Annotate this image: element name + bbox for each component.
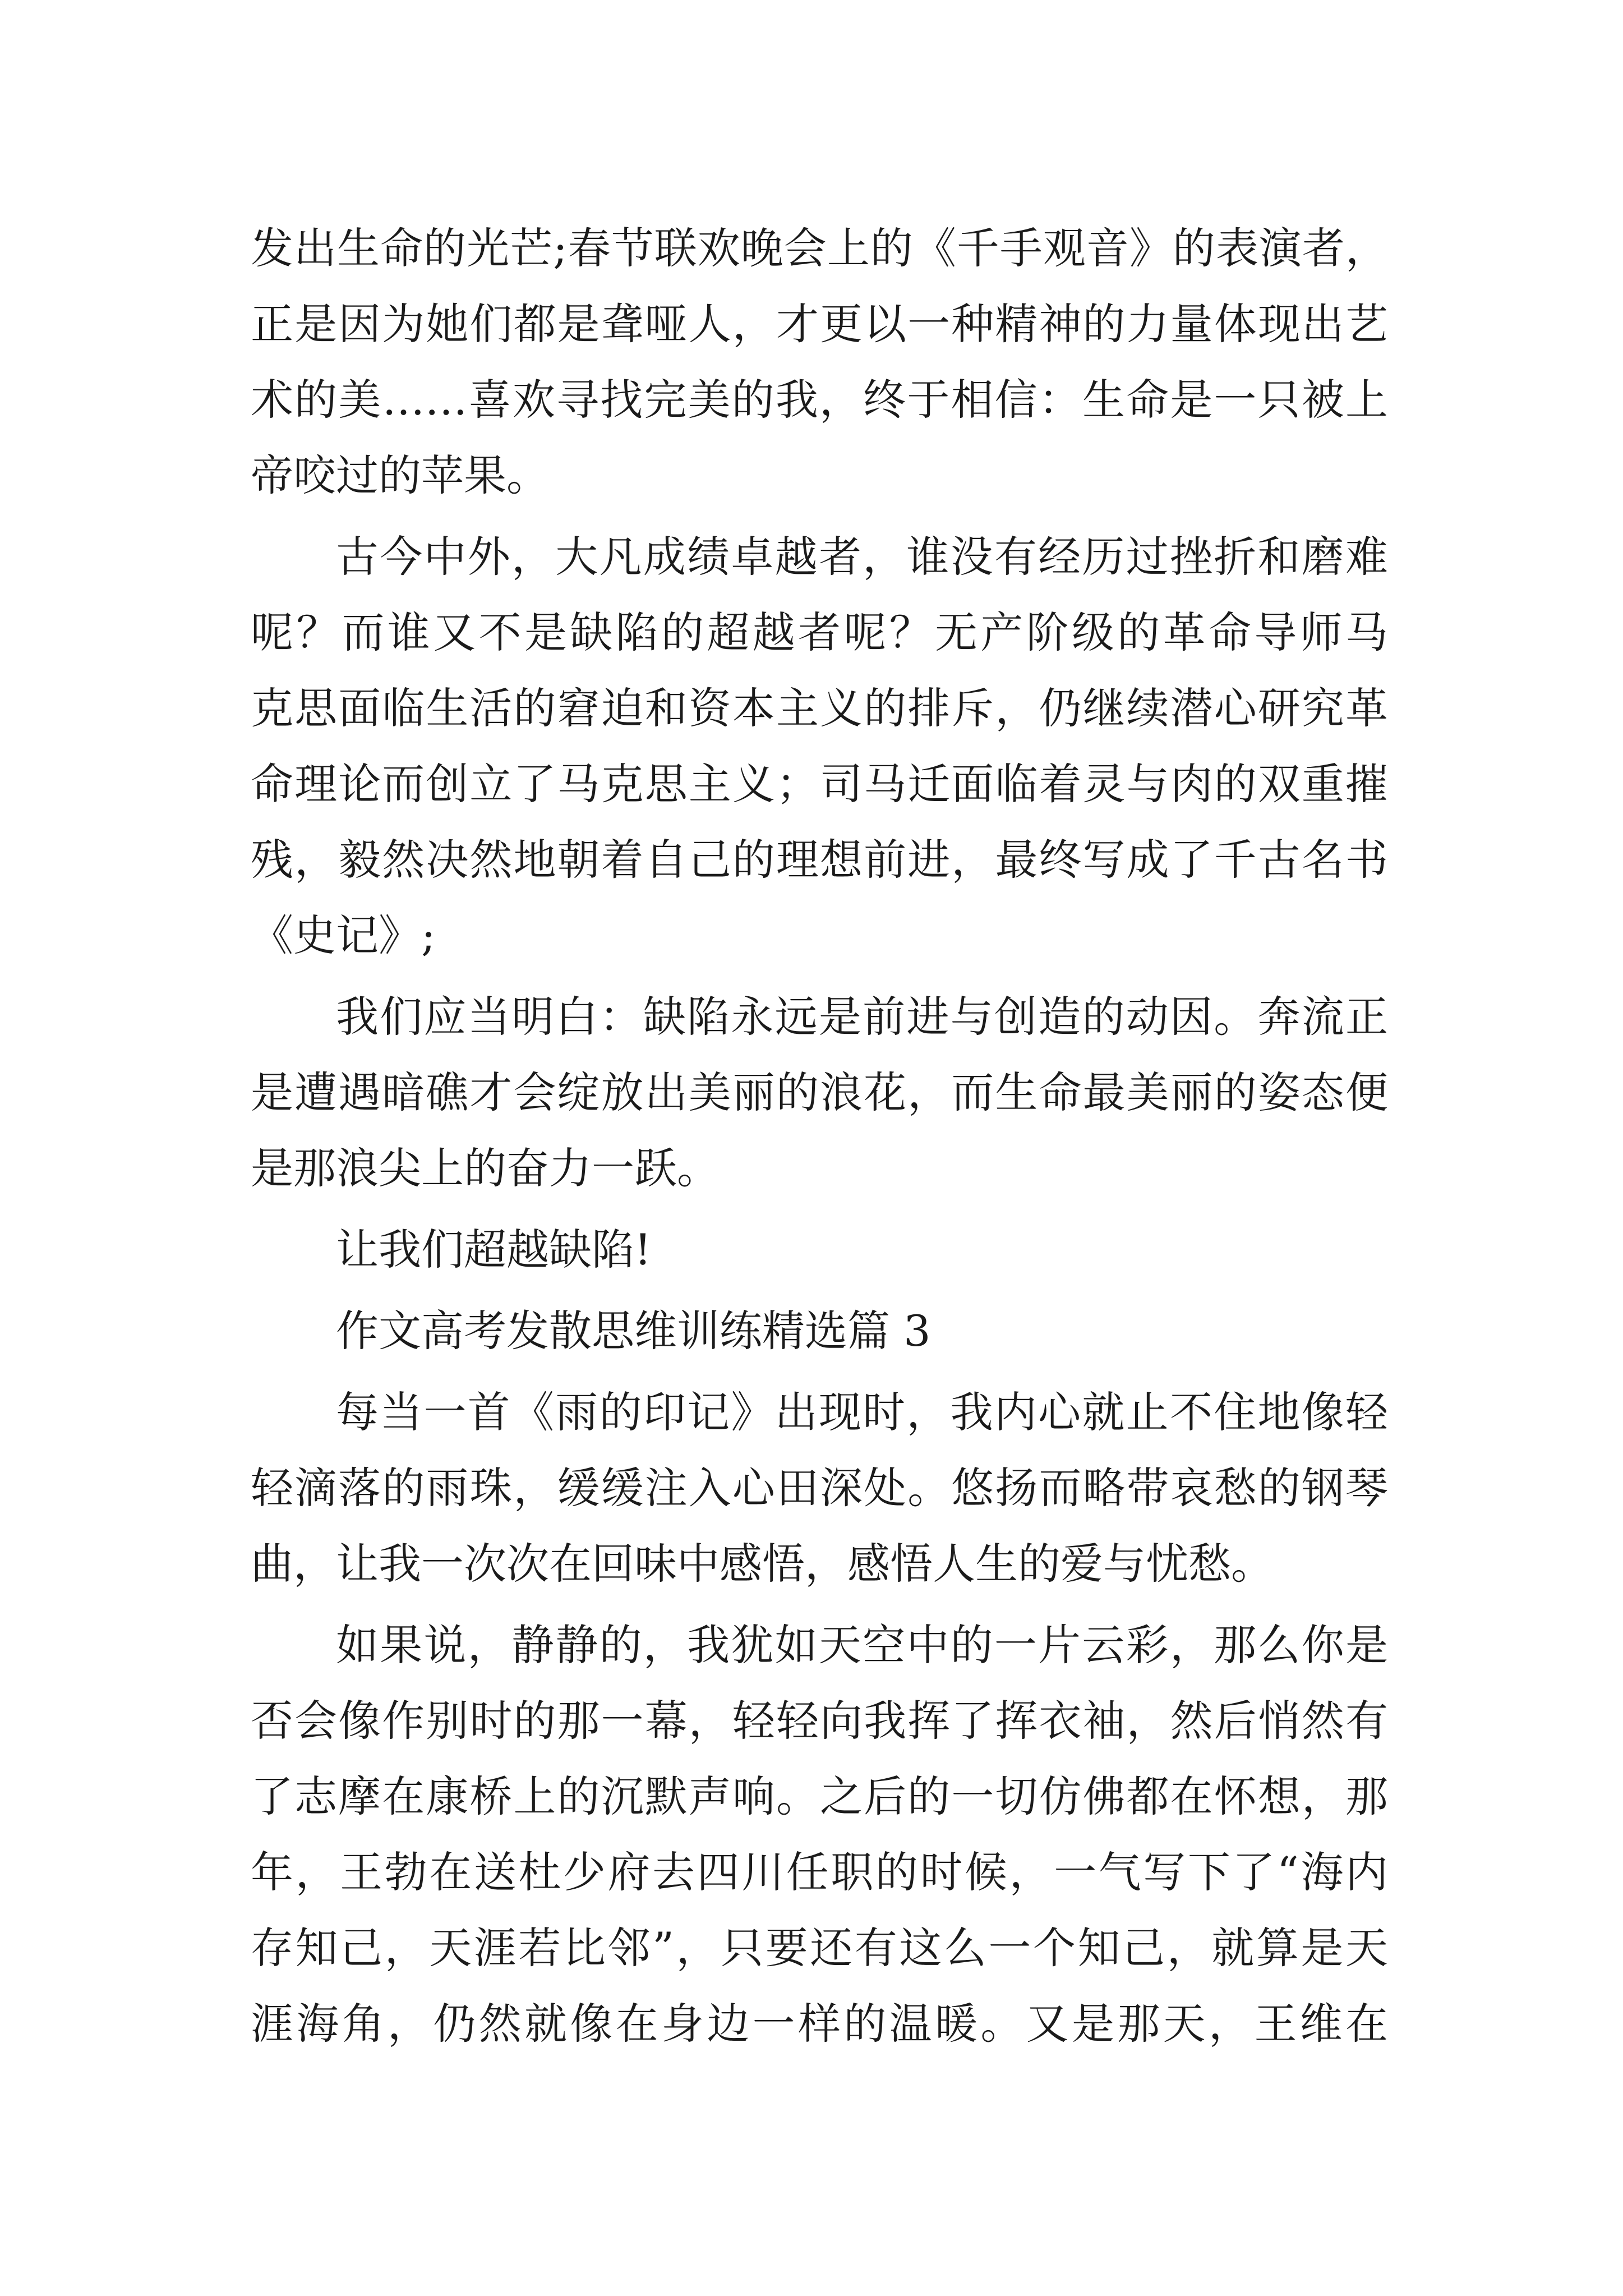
text-line: 克思面临生活的窘迫和资本主义的排斥，仍继续潜心研究革	[251, 683, 1388, 733]
paragraph	[251, 1212, 1388, 1287]
text-line: 否会像作别时的那一幕，轻轻向我挥了挥衣袖，然后悄然有	[251, 1696, 1388, 1746]
text-line: 呢？而谁又不是缺陷的超越者呢？无产阶级的革命导师马	[251, 608, 1388, 657]
text-line: 曲，让我一次次在回味中感悟，感悟人生的爱与忧愁。	[251, 1539, 1274, 1589]
text-line: 年，王勃在送杜少府去四川任职的时候，一气写下了“海内	[251, 1847, 1388, 1897]
paragraph	[251, 519, 1388, 973]
paragraph	[251, 210, 1388, 513]
text-line: 正是因为她们都是聋哑人，才更以一种精神的力量体现出艺	[251, 299, 1388, 349]
text-line: 是遭遇暗礁才会绽放出美丽的浪花，而生命最美丽的姿态便	[251, 1068, 1388, 1117]
text-line: 残，毅然决然地朝着自己的理想前进，最终写成了千古名书	[251, 835, 1388, 885]
text-line: 轻滴落的雨珠，缓缓注入心田深处。悠扬而略带哀愁的钢琴	[251, 1463, 1388, 1513]
text-line: 每当一首《雨的印记》出现时，我内心就止不住地像轻	[336, 1387, 1388, 1437]
text-line: 帝咬过的苹果。	[251, 450, 549, 500]
text-line: 《史记》;	[251, 910, 436, 960]
text-line: 存知己，天涯若比邻”，只要还有这么一个知己，就算是天	[251, 1923, 1388, 1973]
paragraph	[251, 979, 1388, 1206]
text-line: 命理论而创立了马克思主义；司马迁面临着灵与肉的双重摧	[251, 759, 1388, 809]
text-line: 古今中外，大凡成绩卓越者，谁没有经历过挫折和磨难	[336, 532, 1388, 582]
text-line: 发出生命的光芒;春节联欢晚会上的《千手观音》的表演者，	[251, 223, 1388, 273]
text-line: 我们应当明白：缺陷永远是前进与创造的动因。奔流正	[336, 992, 1388, 1042]
text-line: 涯海角，仍然就像在身边一样的温暖。又是那天，王维在	[251, 1999, 1388, 2049]
body-text	[251, 210, 1388, 2062]
text-line: 是那浪尖上的奋力一跃。	[251, 1143, 720, 1193]
paragraph	[251, 1607, 1388, 2062]
text-line: 了志摩在康桥上的沉默声响。之后的一切仿佛都在怀想，那	[251, 1772, 1388, 1821]
section-heading	[251, 1293, 1388, 1369]
text-line: 术的美……喜欢寻找完美的我，终于相信：生命是一只被上	[251, 375, 1388, 425]
heading-text: 作文高考发散思维训练精选篇 3	[336, 1306, 931, 1356]
text-line: 如果说，静静的，我犹如天空中的一片云彩，那么你是	[336, 1620, 1388, 1670]
paragraph	[251, 1374, 1388, 1602]
text-line: 让我们超越缺陷!	[336, 1225, 652, 1274]
